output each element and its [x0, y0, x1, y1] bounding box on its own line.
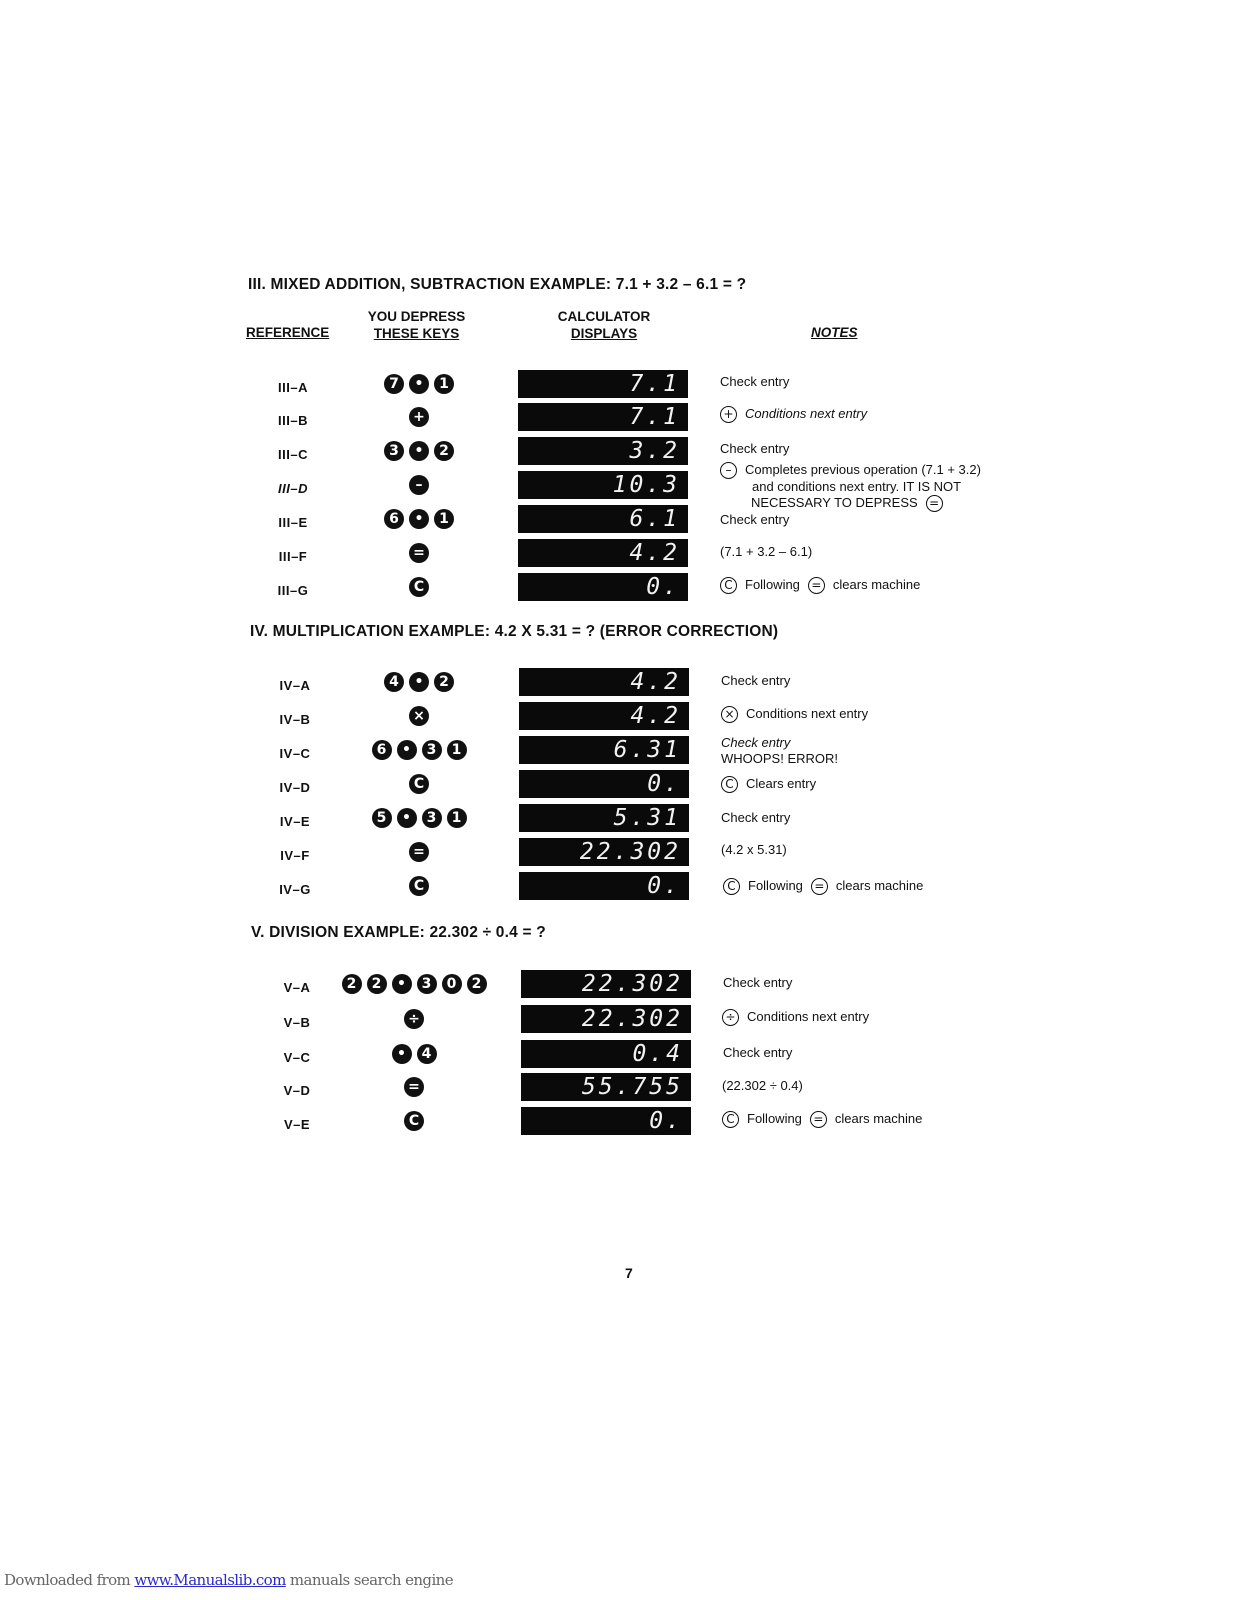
calculator-key-icon: •	[409, 441, 429, 461]
calculator-key-icon: 0	[442, 974, 462, 994]
section-5-title: V. DIVISION EXAMPLE: 22.302 ÷ 0.4 = ?	[251, 924, 546, 941]
note-4a: Check entry	[721, 673, 791, 688]
row-keys	[334, 475, 504, 495]
calculator-key-icon: 3	[384, 441, 404, 461]
calculator-key-icon: C	[409, 876, 429, 896]
calculator-key-icon: 7	[384, 374, 404, 394]
row-keys	[334, 543, 504, 563]
row-keys	[334, 808, 504, 828]
calculator-key-icon: =	[409, 842, 429, 862]
row-reference: IV–F	[280, 848, 310, 863]
calculator-display: 4.2	[519, 702, 689, 730]
equals-key-icon: =	[926, 495, 943, 512]
row-keys	[334, 509, 504, 529]
note-4e: Check entry	[721, 810, 791, 825]
row-reference: III–D	[278, 481, 308, 496]
displays-header: CALCULATOR DISPLAYS	[557, 309, 651, 341]
keys-header: YOU DEPRESS THESE KEYS	[367, 309, 466, 341]
row-reference: V–A	[283, 980, 311, 995]
row-reference: III–E	[278, 515, 308, 530]
calculator-key-icon: 1	[447, 808, 467, 828]
calculator-key-icon: 2	[434, 441, 454, 461]
calculator-key-icon: •	[409, 509, 429, 529]
section-3-title: III. MIXED ADDITION, SUBTRACTION EXAMPLE: 7.1 + 3.2 – 6.1 = ?	[248, 276, 747, 293]
row-reference: III–B	[278, 413, 308, 428]
note-4b: × Conditions next entry	[721, 706, 868, 723]
notes-header: NOTES	[811, 325, 858, 340]
calculator-display: 0.	[519, 872, 689, 900]
calculator-display: 5.31	[519, 804, 689, 832]
reference-header: REFERENCE	[246, 325, 330, 340]
calculator-key-icon: 6	[372, 740, 392, 760]
note-3b: + Conditions next entry	[720, 406, 867, 423]
row-keys	[334, 577, 504, 597]
row-reference: IV–G	[279, 882, 311, 897]
calculator-display: 0.4	[521, 1040, 691, 1068]
divide-key-icon: ÷	[722, 1009, 739, 1026]
calculator-display: 22.302	[521, 970, 691, 998]
calculator-key-icon: ÷	[404, 1009, 424, 1029]
note-4f: (4.2 x 5.31)	[721, 842, 787, 857]
row-keys	[334, 774, 504, 794]
calculator-key-icon: 5	[372, 808, 392, 828]
calculator-key-icon: 3	[417, 974, 437, 994]
note-4d: C Clears entry	[721, 776, 816, 793]
row-reference: III–A	[278, 380, 308, 395]
row-keys	[334, 407, 504, 427]
row-reference: V–C	[283, 1050, 311, 1065]
row-keys	[334, 740, 504, 760]
row-reference: IV–B	[279, 712, 311, 727]
row-keys	[334, 876, 504, 896]
calculator-key-icon: 1	[434, 509, 454, 529]
calculator-key-icon: =	[404, 1077, 424, 1097]
note-5b: ÷ Conditions next entry	[722, 1009, 869, 1026]
note-5e: C Following = clears machine	[722, 1111, 922, 1128]
calculator-key-icon: •	[409, 672, 429, 692]
row-keys	[329, 974, 499, 994]
manualslib-link[interactable]: www.Manualslib.com	[134, 1571, 286, 1589]
row-keys	[329, 1044, 499, 1064]
row-keys	[334, 672, 504, 692]
note-3f: (7.1 + 3.2 – 6.1)	[720, 544, 813, 559]
calculator-key-icon: 4	[417, 1044, 437, 1064]
calculator-display: 0.	[521, 1107, 691, 1135]
row-keys	[329, 1077, 499, 1097]
equals-key-icon: =	[811, 878, 828, 895]
row-keys	[334, 842, 504, 862]
note-3c: Check entry	[720, 441, 790, 456]
calculator-display: 22.302	[519, 838, 689, 866]
calculator-key-icon: 2	[467, 974, 487, 994]
calculator-key-icon: –	[409, 475, 429, 495]
minus-key-icon: –	[720, 462, 737, 479]
calculator-display: 4.2	[518, 539, 688, 567]
calculator-key-icon: •	[397, 740, 417, 760]
note-3d: – Completes previous operation (7.1 + 3.2) and conditions next entry. IT IS NOT NECESSARY TO DEPRESS =	[720, 462, 981, 512]
note-3g: C Following = clears machine	[720, 577, 920, 594]
calculator-key-icon: 2	[367, 974, 387, 994]
calculator-display: 10.3	[518, 471, 688, 499]
calculator-display: 0.	[519, 770, 689, 798]
calculator-display: 7.1	[518, 403, 688, 431]
row-reference: IV–A	[279, 678, 311, 693]
note-5d: (22.302 ÷ 0.4)	[722, 1078, 803, 1093]
row-reference: V–D	[283, 1083, 311, 1098]
clear-key-icon: C	[720, 577, 737, 594]
row-keys	[329, 1111, 499, 1131]
calculator-key-icon: ×	[409, 706, 429, 726]
calculator-display: 7.1	[518, 370, 688, 398]
clear-key-icon: C	[722, 1111, 739, 1128]
calculator-key-icon: 2	[434, 672, 454, 692]
calculator-display: 55.755	[521, 1073, 691, 1101]
equals-key-icon: =	[808, 577, 825, 594]
row-keys	[334, 374, 504, 394]
row-reference: III–C	[278, 447, 308, 462]
row-reference: III–G	[277, 583, 309, 598]
equals-key-icon: =	[810, 1111, 827, 1128]
note-3a: Check entry	[720, 374, 790, 389]
calculator-display: 3.2	[518, 437, 688, 465]
calculator-key-icon: •	[409, 374, 429, 394]
calculator-display: 6.1	[518, 505, 688, 533]
note-4c: Check entry WHOOPS! ERROR!	[721, 735, 839, 766]
calculator-key-icon: =	[409, 543, 429, 563]
calculator-key-icon: C	[404, 1111, 424, 1131]
row-reference: III–F	[278, 549, 308, 564]
note-5a: Check entry	[723, 975, 793, 990]
calculator-key-icon: 4	[384, 672, 404, 692]
footer: Downloaded from www.Manualslib.com manuals search engine	[4, 1571, 453, 1589]
multiply-key-icon: ×	[721, 706, 738, 723]
row-reference: V–E	[283, 1117, 311, 1132]
calculator-key-icon: C	[409, 774, 429, 794]
row-reference: IV–C	[279, 746, 311, 761]
calculator-display: 4.2	[519, 668, 689, 696]
row-reference: IV–E	[279, 814, 311, 829]
calculator-display: 22.302	[521, 1005, 691, 1033]
calculator-display: 0.	[518, 573, 688, 601]
calculator-key-icon: 3	[422, 740, 442, 760]
section-4-title: IV. MULTIPLICATION EXAMPLE: 4.2 X 5.31 = ? (ERROR CORRECTION)	[250, 623, 779, 640]
calculator-display: 6.31	[519, 736, 689, 764]
note-3e: Check entry	[720, 512, 790, 527]
calculator-key-icon: 2	[342, 974, 362, 994]
row-reference: IV–D	[279, 780, 311, 795]
row-reference: V–B	[283, 1015, 311, 1030]
calculator-key-icon: 1	[447, 740, 467, 760]
note-5c: Check entry	[723, 1045, 793, 1060]
plus-key-icon: +	[720, 406, 737, 423]
calculator-key-icon: •	[397, 808, 417, 828]
calculator-key-icon: +	[409, 407, 429, 427]
calculator-key-icon: C	[409, 577, 429, 597]
calculator-key-icon: 6	[384, 509, 404, 529]
row-keys	[334, 441, 504, 461]
row-keys	[334, 706, 504, 726]
calculator-key-icon: •	[392, 974, 412, 994]
note-4g: C Following = clears machine	[723, 878, 923, 895]
clear-key-icon: C	[721, 776, 738, 793]
page-number: 7	[625, 1265, 633, 1281]
calculator-key-icon: 1	[434, 374, 454, 394]
calculator-key-icon: 3	[422, 808, 442, 828]
clear-key-icon: C	[723, 878, 740, 895]
row-keys	[329, 1009, 499, 1029]
calculator-key-icon: •	[392, 1044, 412, 1064]
